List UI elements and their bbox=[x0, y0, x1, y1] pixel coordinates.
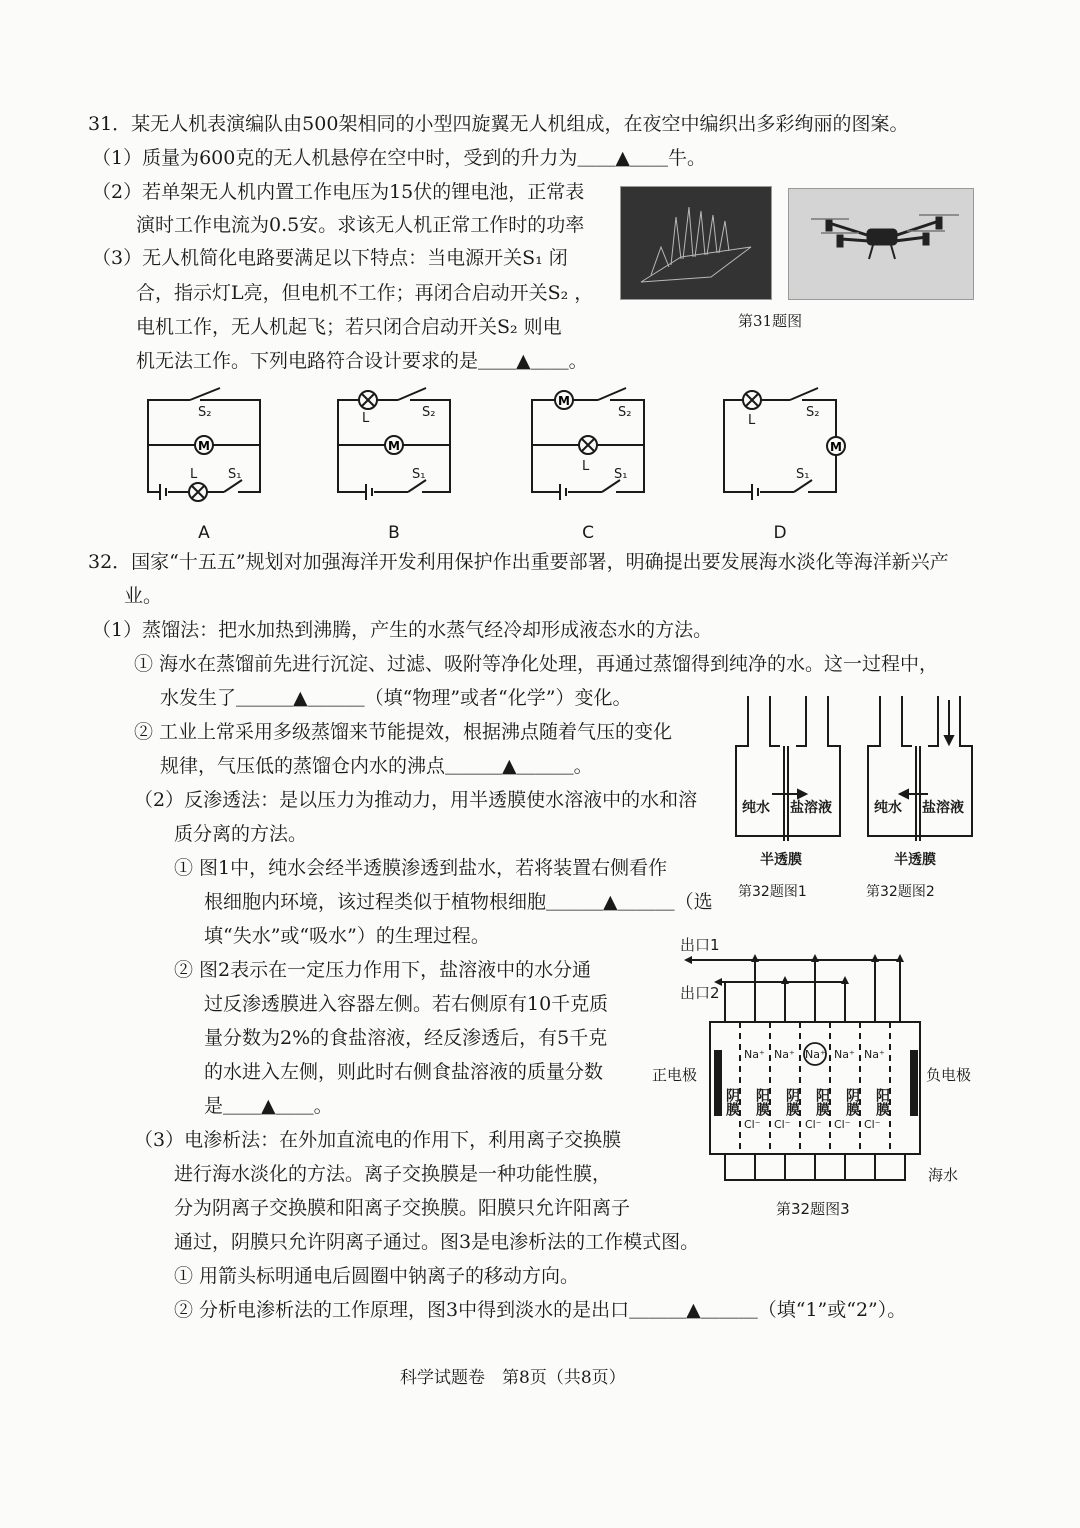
osmosis-figures bbox=[728, 686, 978, 904]
na-ion: Na⁺ bbox=[744, 1048, 765, 1061]
positive-electrode bbox=[714, 1050, 722, 1116]
q32-part2-2-line3: 量分数为2%的食盐溶液，经反渗透后，有5千克 bbox=[204, 1027, 608, 1049]
membrane-label: 阴膜 bbox=[784, 1088, 800, 1116]
na-ion: Na⁺ bbox=[805, 1048, 826, 1061]
q32-part2-line2: 质分离的方法。 bbox=[174, 823, 308, 845]
membrane-label: 阳膜 bbox=[754, 1088, 770, 1116]
q32-part2-1-line2: 根细胞内环境，该过程类似于植物根细胞＿＿＿▲＿＿＿（选 bbox=[204, 891, 713, 913]
fig3-caption: 第32题图3 bbox=[776, 1200, 850, 1218]
q32-stem-line1: 32．国家“十五五”规划对加强海洋开发利用保护作出重要部署，明确提出要发展海水淡化等海洋新兴产 bbox=[88, 551, 949, 573]
outlet-2-label: 出口2 bbox=[680, 984, 720, 1002]
q31-figure-caption: 第31题图 bbox=[738, 312, 803, 330]
electrodialysis-figure bbox=[650, 932, 980, 1222]
q31-part1: （1）质量为600克的无人机悬停在空中时，受到的升力为＿＿▲＿＿牛。 bbox=[92, 147, 706, 169]
lamp-icon bbox=[579, 436, 597, 454]
page-footer: 科学试题卷 第8页（共8页） bbox=[400, 1368, 626, 1388]
cl-ion: Cl⁻ bbox=[805, 1118, 822, 1131]
label-s1: S₁ bbox=[796, 467, 810, 482]
q31-part3-line2: 合，指示灯L亮，但电机不工作；再闭合启动开关S₂ ， bbox=[136, 282, 594, 304]
q32-part1-1-line1: ① 海水在蒸馏前先进行沉淀、过滤、吸附等净化处理，再通过蒸馏得到纯净的水。这一过程中， bbox=[134, 653, 939, 675]
na-ion: Na⁺ bbox=[774, 1048, 795, 1061]
motor-icon bbox=[195, 436, 213, 454]
label-lamp: L bbox=[362, 411, 370, 426]
label-s2: S₂ bbox=[618, 405, 632, 420]
membrane-label: 阴膜 bbox=[844, 1088, 860, 1116]
q32-part1-2-line2: 规律，气压低的蒸馏仓内水的沸点＿＿＿▲＿＿＿。 bbox=[160, 755, 593, 777]
membrane-label: 阴膜 bbox=[724, 1088, 740, 1116]
q31-part3-line3: 电机工作，无人机起飞；若只闭合启动开关S₂ 则电 bbox=[136, 316, 562, 338]
q31-part2-line2: 演时工作电流为0.5安。求该无人机正常工作时的功率 bbox=[136, 214, 585, 236]
seawater-label: 海水 bbox=[928, 1166, 959, 1184]
label-s2: S₂ bbox=[806, 405, 820, 420]
q32-part1-2-line1: ② 工业上常采用多级蒸馏来节能提效，根据沸点随着气压的变化 bbox=[134, 721, 673, 743]
outlet-1-label: 出口1 bbox=[680, 936, 720, 954]
label-lamp: L bbox=[190, 467, 198, 482]
q32-part2-1-line3: 填“失水”或“吸水”）的生理过程。 bbox=[204, 925, 490, 947]
q31-part2-line1: （2）若单架无人机内置工作电压为15伏的锂电池，正常表 bbox=[92, 181, 585, 203]
q31-stem: 31．某无人机表演编队由500架相同的小型四旋翼无人机组成，在夜空中编织出多彩绚丽的图案。 bbox=[88, 113, 909, 135]
q32-part3-line2: 进行海水淡化的方法。离子交换膜是一种功能性膜， bbox=[174, 1163, 612, 1185]
na-ion: Na⁺ bbox=[834, 1048, 855, 1061]
q32-part3-line4: 通过，阴膜只允许阴离子通过。图3是电渗析法的工作模式图。 bbox=[174, 1231, 700, 1253]
fig2-salt-solution: 盐溶液 bbox=[922, 800, 964, 816]
drone-photo bbox=[788, 188, 974, 300]
label-s1: S₁ bbox=[412, 467, 426, 482]
label-lamp: L bbox=[582, 459, 590, 474]
q32-part2-2-line4: 的水进入左侧，则此时右侧食盐溶液的质量分数 bbox=[204, 1061, 604, 1083]
q32-part2-1-line1: ① 图1中，纯水会经半透膜渗透到盐水，若将装置右侧看作 bbox=[174, 857, 668, 879]
label-s1: S₁ bbox=[228, 467, 242, 482]
cl-ion: Cl⁻ bbox=[744, 1118, 761, 1131]
fig2-pure-water: 纯水 bbox=[874, 800, 902, 816]
circuit-options: M S₂ L S₁ L S₂ S₁ S₂ L S₁ L S₂ S₁ A B C D bbox=[130, 380, 890, 550]
na-ion: Na⁺ bbox=[864, 1048, 885, 1061]
cl-ion: Cl⁻ bbox=[864, 1118, 881, 1131]
q32-part1: （1）蒸馏法：把水加热到沸腾，产生的水蒸气经冷却形成液态水的方法。 bbox=[92, 619, 713, 641]
fig1-membrane: 半透膜 bbox=[760, 852, 802, 868]
q32-part2-2-line1: ② 图2表示在一定压力作用下，盐溶液中的水分通 bbox=[174, 959, 592, 981]
fig1-caption: 第32题图1 bbox=[738, 884, 807, 900]
negative-electrode-label: 负电极 bbox=[926, 1066, 972, 1084]
q32-part3-2: ② 分析电渗析法的工作原理，图3中得到淡水的是出口＿＿＿▲＿＿＿（填“1”或“2”）。 bbox=[174, 1299, 907, 1321]
q32-part2-2-line2: 过反渗透膜进入容器左侧。若右侧原有10千克质 bbox=[204, 993, 609, 1015]
fig1-salt-solution: 盐溶液 bbox=[790, 800, 832, 816]
q31-part3-line1: （3）无人机简化电路要满足以下特点：当电源开关S₁ 闭 bbox=[92, 247, 568, 269]
q32-part2-2-line5: 是＿＿▲＿＿。 bbox=[204, 1095, 333, 1117]
q32-part2-line1: （2）反渗透法：是以压力为推动力，用半透膜使水溶液中的水和溶 bbox=[134, 789, 698, 811]
option-b-label: B bbox=[388, 523, 400, 543]
lamp-icon bbox=[189, 483, 207, 501]
q32-part3-line1: （3）电渗析法：在外加直流电的作用下，利用离子交换膜 bbox=[134, 1129, 622, 1151]
membrane-label: 阳膜 bbox=[814, 1088, 830, 1116]
label-s1: S₁ bbox=[614, 467, 628, 482]
q32-part3-line3: 分为阴离子交换膜和阳离子交换膜。阳膜只允许阳离子 bbox=[174, 1197, 631, 1219]
q32-stem-line2: 业。 bbox=[124, 585, 163, 607]
fig2-membrane: 半透膜 bbox=[894, 852, 936, 868]
q32-part1-1-line2: 水发生了＿＿＿▲＿＿＿（填“物理”或者“化学”）变化。 bbox=[160, 687, 632, 709]
membrane-label: 阳膜 bbox=[874, 1088, 890, 1116]
lamp-icon bbox=[743, 391, 761, 409]
option-a-label: A bbox=[198, 523, 210, 543]
positive-electrode-label: 正电极 bbox=[652, 1066, 698, 1084]
option-c-label: C bbox=[582, 523, 594, 543]
q31-part3-line4: 机无法工作。下列电路符合设计要求的是＿＿▲＿＿。 bbox=[136, 350, 588, 372]
motor-icon bbox=[555, 391, 573, 409]
motor-icon bbox=[385, 436, 403, 454]
fig1-pure-water: 纯水 bbox=[742, 800, 770, 816]
q32-part3-1: ① 用箭头标明通电后圆圈中钠离子的移动方向。 bbox=[174, 1265, 580, 1287]
negative-electrode bbox=[910, 1050, 918, 1116]
motor-icon bbox=[827, 437, 845, 455]
fig2-caption: 第32题图2 bbox=[866, 884, 935, 900]
lamp-icon bbox=[359, 391, 377, 409]
label-s2: S₂ bbox=[198, 405, 212, 420]
light-show-photo bbox=[620, 186, 772, 300]
label-s2: S₂ bbox=[422, 405, 436, 420]
option-d-label: D bbox=[773, 523, 787, 543]
cl-ion: Cl⁻ bbox=[834, 1118, 851, 1131]
label-lamp: L bbox=[748, 413, 756, 428]
cl-ion: Cl⁻ bbox=[774, 1118, 791, 1131]
